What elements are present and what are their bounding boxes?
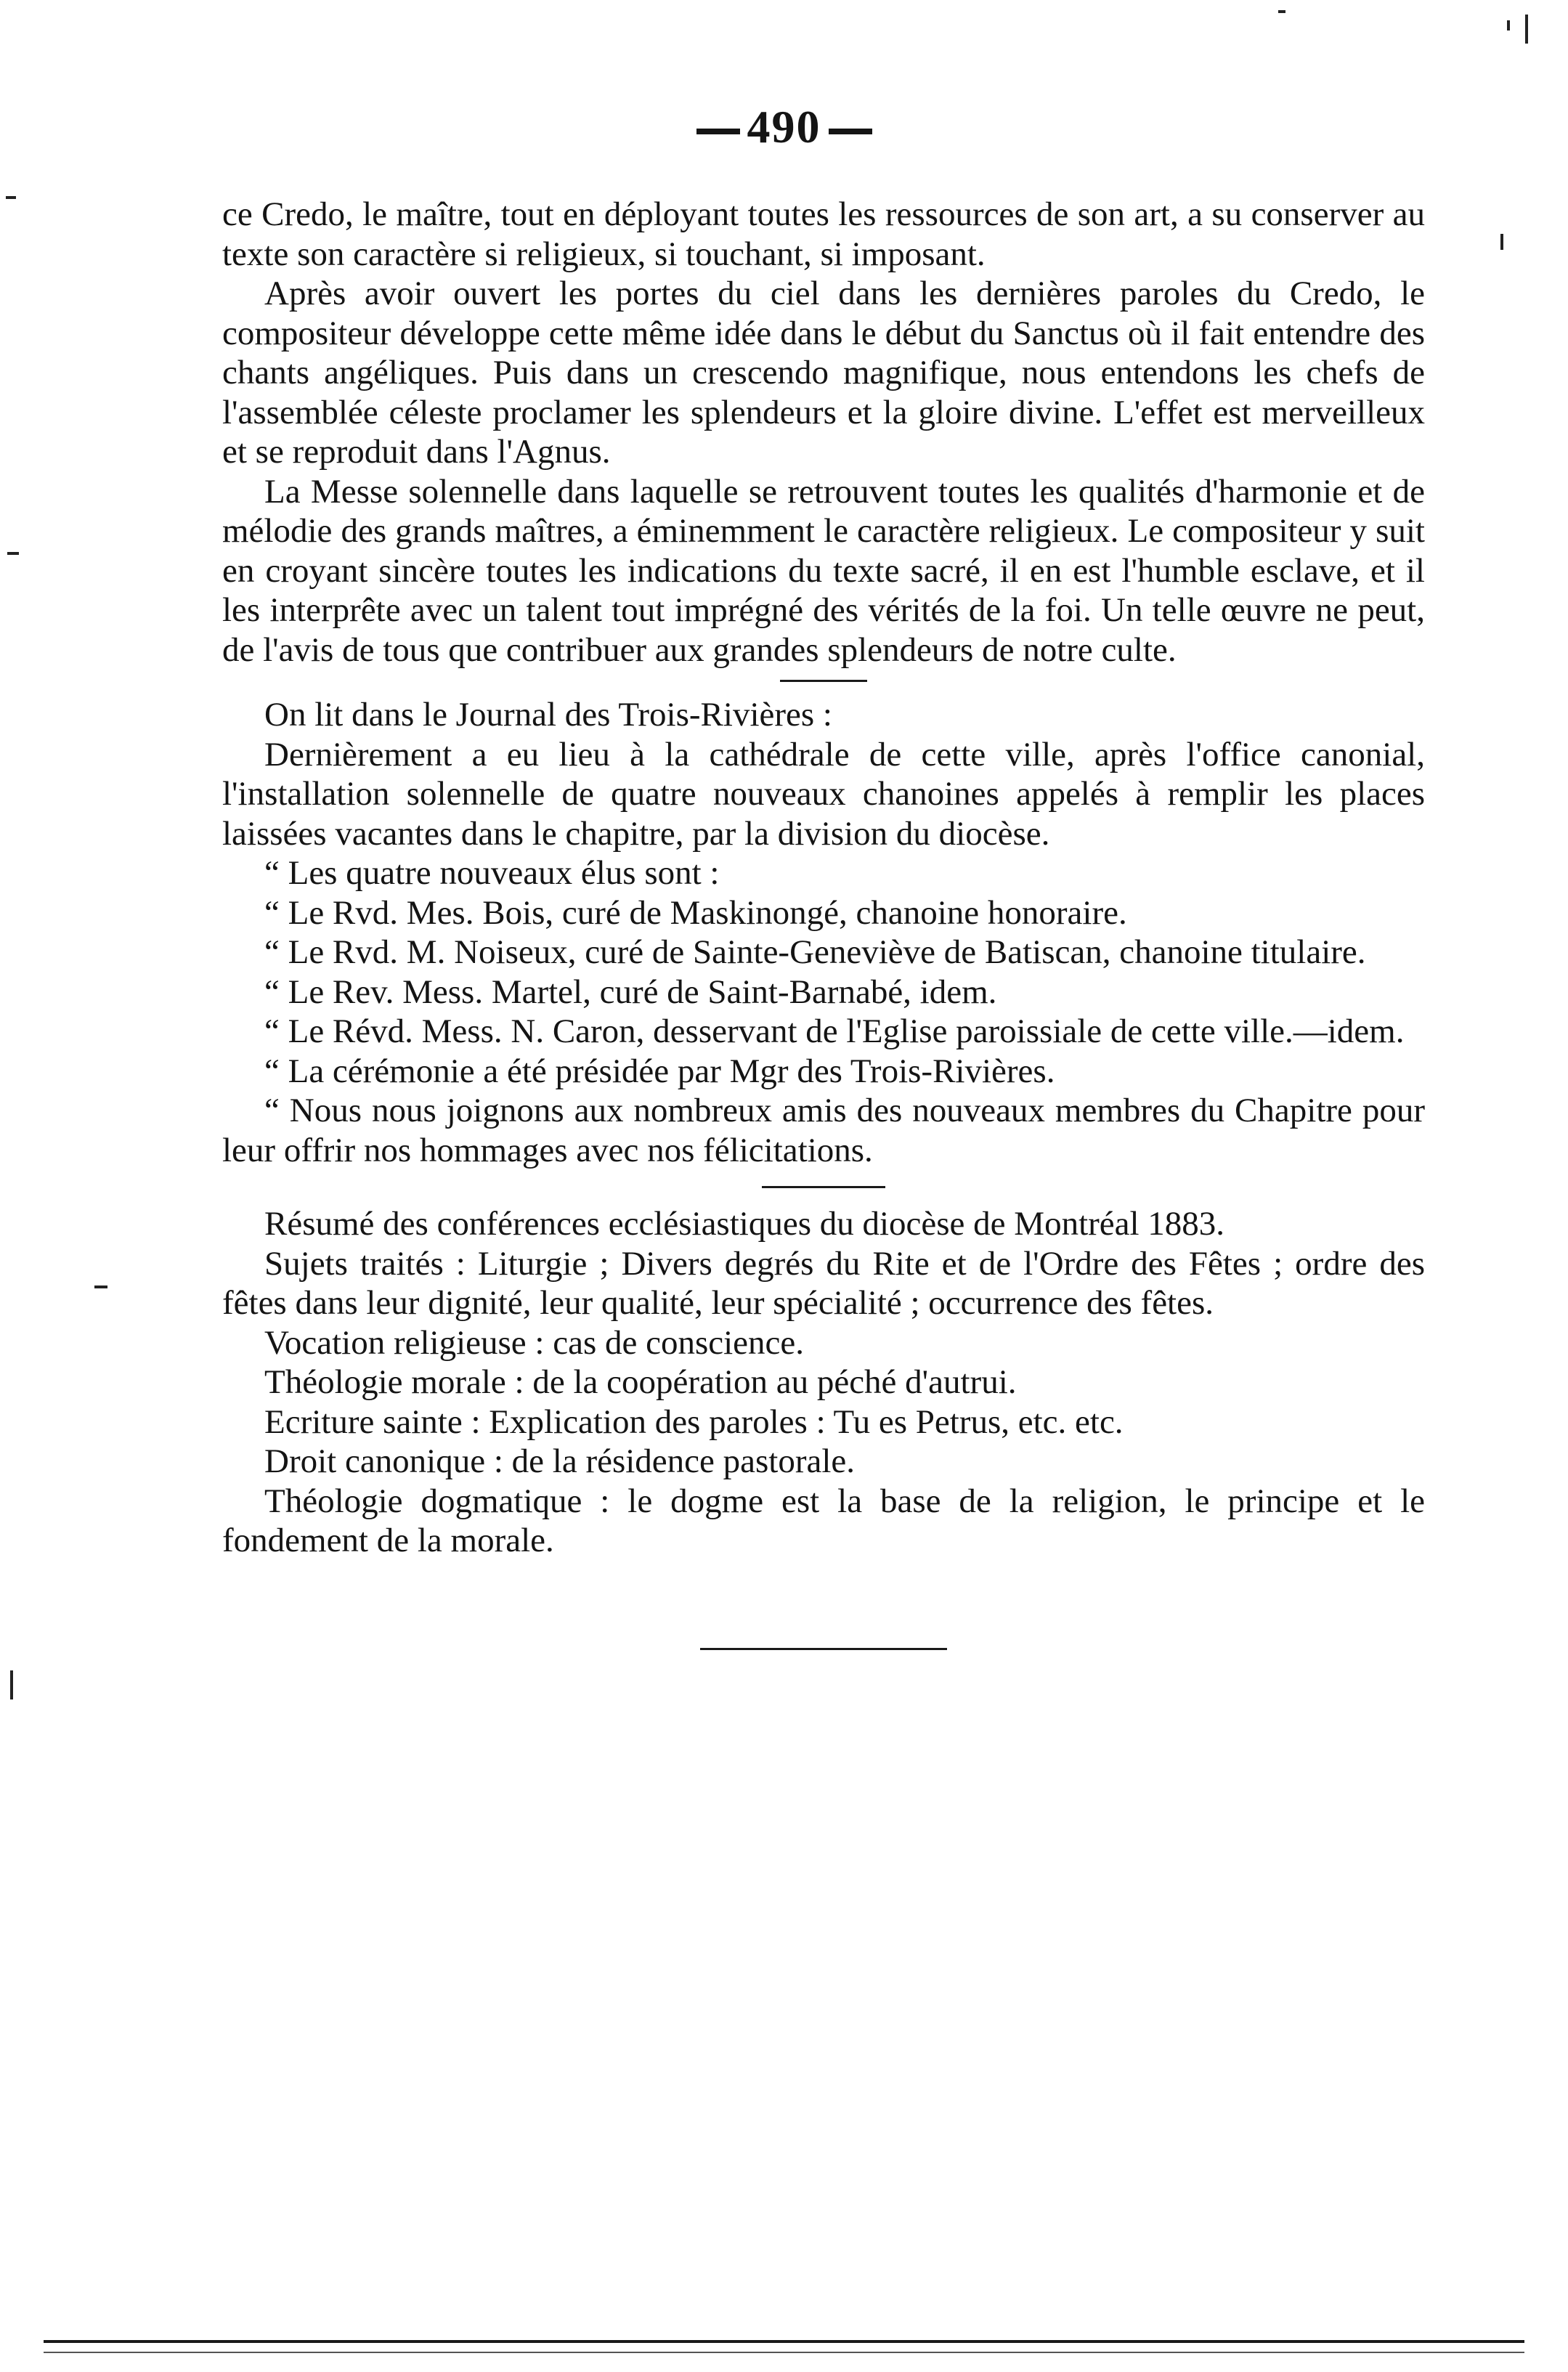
scan-speck — [1500, 234, 1503, 250]
scan-speck — [6, 196, 16, 199]
page-number-text: 490 — [747, 101, 821, 153]
paragraph: On lit dans le Journal des Trois-Rivières : — [264, 696, 832, 734]
folio-right-ornament — [829, 129, 872, 134]
paragraph: Résumé des conférences ecclésiastiques du diocèse de Montréal 1883. — [264, 1205, 1225, 1243]
section-divider — [780, 680, 867, 682]
paragraph: Ecriture sainte : Explication des paroles : Tu es Petrus, etc. etc. — [264, 1402, 1124, 1441]
page-edge-line — [44, 2340, 1524, 2343]
scan-speck — [1525, 15, 1528, 44]
paragraph: “ Le Rvd. M. Noiseux, curé de Sainte-Geneviève de Batiscan, chanoine titulaire. — [264, 933, 1366, 971]
page-edge-line — [44, 2352, 1524, 2353]
folio-left-ornament — [696, 129, 740, 134]
body-text — [222, 195, 1425, 1663]
scan-speck — [1507, 20, 1510, 31]
paragraph: Sujets traités : Liturgie ; Divers degrés du Rite et de l'Ordre des Fêtes ; ordre des fêtes dans leur dignité, leur qualité, leur spécialité ; occurrence des fêtes. — [222, 1244, 1425, 1322]
scan-speck — [7, 552, 19, 555]
paragraph: Après avoir ouvert les portes du ciel dans les dernières paroles du Credo, le compositeur développe cette même idée dans le début du Sanctus où il fait entendre des chants angéliques. Puis dans un crescendo magnifique, nous entendons les chefs de l'assemblée céleste proclamer les splendeurs et la gloire divine. L'effet est merveilleux et se reproduit dans l'Agnus. — [222, 275, 1425, 471]
paragraph: Dernièrement a eu lieu à la cathédrale de cette ville, après l'office canonial, l'installation solennelle de quatre nouveaux chanoines appelés à remplir les places laissées vacantes dans le chapitre, par la division du diocèse. — [222, 735, 1425, 853]
section-divider — [762, 1186, 885, 1188]
paragraph: “ La cérémonie a été présidée par Mgr des Trois-Rivières. — [264, 1052, 1055, 1090]
closing-rule — [700, 1648, 947, 1650]
scan-speck — [10, 1670, 13, 1699]
paragraph: Théologie morale : de la coopération au péché d'autrui. — [264, 1363, 1017, 1401]
paragraph: “ Le Rev. Mess. Martel, curé de Saint-Barnabé, idem. — [264, 972, 997, 1011]
paragraph: “ Le Rvd. Mes. Bois, curé de Maskinongé, chanoine honoraire. — [264, 893, 1127, 932]
paragraph: ce Credo, le maître, tout en déployant toutes les ressources de son art, a su conserver au texte son caractère si religieux, si touchant, si imposant. — [222, 195, 1425, 273]
paragraph: La Messe solennelle dans laquelle se retrouvent toutes les qualités d'harmonie et de mélodie des grands maîtres, a éminemment le caractère religieux. Le compositeur y suit en croyant sincère toutes les indications du texte sacré, il en est l'humble esclave, et il les interprête avec un talent tout imprégné des vérités de la foi. Un telle œuvre ne peut, de l'avis de tous que contribuer aux grandes splendeurs de notre culte. — [222, 472, 1425, 669]
paragraph: “ Le Révd. Mess. N. Caron, desservant de l'Eglise paroissiale de cette ville.—idem. — [264, 1012, 1405, 1050]
page-number — [0, 100, 1568, 154]
scan-speck — [94, 1285, 107, 1288]
paragraph: Vocation religieuse : cas de conscience. — [264, 1323, 805, 1362]
paragraph: “ Les quatre nouveaux élus sont : — [264, 854, 720, 892]
paragraph: “ Nous nous joignons aux nombreux amis des nouveaux membres du Chapitre pour leur offrir nos hommages avec nos félicitations. — [222, 1092, 1425, 1169]
paragraph: Droit canonique : de la résidence pastorale. — [264, 1442, 856, 1480]
scan-speck — [1278, 10, 1285, 13]
paragraph: Théologie dogmatique : le dogme est la base de la religion, le principe et le fondement de la morale. — [222, 1482, 1425, 1559]
